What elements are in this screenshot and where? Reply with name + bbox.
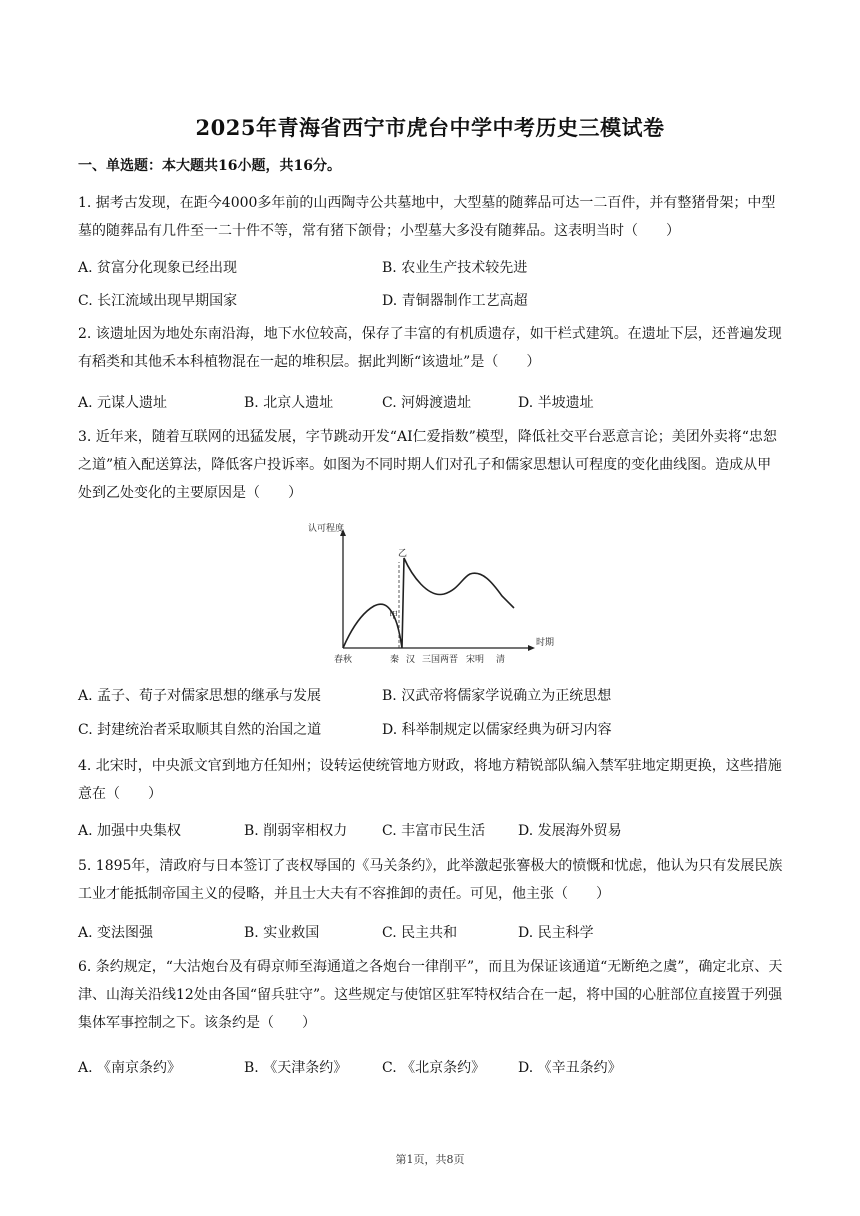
question-4-options bbox=[78, 817, 784, 845]
option-4b: B. 削弱宰相权力 bbox=[244, 823, 348, 839]
x-axis-label: 时期 bbox=[536, 638, 555, 648]
question-5-stem: 5. 1895年，清政府与日本签订了丧权辱国的《马关条约》，此举激起张謇极大的愤慨和忧虑，他认为只有发展民族工业才能抵制帝国主义的侵略，并且士大夫有不容推卸的责任。可见，他主张（ ） bbox=[78, 858, 783, 902]
option-3d: D. 科举制规定以儒家经典为研习内容 bbox=[382, 722, 612, 738]
question-1-options-row2 bbox=[78, 287, 784, 315]
page-footer: 第1页，共8页 bbox=[395, 1153, 465, 1166]
option-2d: D. 半坡遗址 bbox=[518, 395, 594, 411]
option-1d: D. 青铜器制作工艺高超 bbox=[382, 293, 528, 309]
tick-label-han: 汉 bbox=[406, 655, 416, 665]
option-4a: A. 加强中央集权 bbox=[78, 823, 182, 839]
question-5-options bbox=[78, 919, 784, 947]
approval-curve-figure bbox=[298, 520, 568, 672]
option-1b: B. 农业生产技术较先进 bbox=[382, 260, 528, 276]
option-4d: D. 发展海外贸易 bbox=[518, 823, 622, 839]
option-4c: C. 丰富市民生活 bbox=[382, 823, 486, 839]
tick-label-qing: 清 bbox=[496, 655, 506, 665]
option-2a: A. 元谋人遗址 bbox=[78, 395, 168, 411]
option-3b: B. 汉武帝将儒家学说确立为正统思想 bbox=[382, 688, 612, 704]
mark-jia: 甲 bbox=[389, 611, 399, 621]
question-6-options bbox=[78, 1054, 784, 1082]
option-6d: D. 《辛丑条约》 bbox=[518, 1060, 622, 1076]
tick-label-chunqiu: 春秋 bbox=[334, 655, 353, 665]
question-1-stem: 1. 据考古发现，在距今4000多年前的山西陶寺公共墓地中，大型墓的随葬品可达一二百件，并有整猪骨架；中型墓的随葬品有几件至一二十件不等，常有猪下颌骨；小型墓大多没有随葬品。这表明当时（ ） bbox=[78, 195, 776, 239]
y-axis-label: 认可程度 bbox=[308, 524, 345, 534]
option-1c: C. 长江流域出现早期国家 bbox=[78, 293, 238, 309]
x-axis-arrow-icon bbox=[528, 645, 535, 651]
question-2-stem: 2. 该遗址因为地处东南沿海，地下水位较高，保存了丰富的有机质遗存，如干栏式建筑。在遗址下层，还普遍发现有稻类和其他禾本科植物混在一起的堆积层。据此判断“该遗址”是（ ） bbox=[78, 326, 782, 370]
option-2b: B. 北京人遗址 bbox=[244, 395, 334, 411]
tick-label-sanguo: 三国两晋 bbox=[422, 655, 459, 665]
question-3-stem: 3. 近年来，随着互联网的迅猛发展，字节跳动开发“AI仁爱指数”模型，降低社交平台恶意言论；美团外卖将“忠恕之道”植入配送算法，降低客户投诉率。如图为不同时期人们对孔子和儒家思想认可程度的变化曲线图。造成从甲处到乙处变化的主要原因是（ ） bbox=[78, 429, 777, 501]
question-3-options bbox=[78, 682, 784, 710]
option-5b: B. 实业救国 bbox=[244, 925, 320, 941]
option-2c: C. 河姆渡遗址 bbox=[382, 395, 472, 411]
option-5d: D. 民主科学 bbox=[518, 925, 594, 941]
question-3-options-row2 bbox=[78, 716, 784, 744]
option-3c: C. 封建统治者采取顺其自然的治国之道 bbox=[78, 722, 322, 738]
section-heading: 一、单选题：本大题共16小题，共16分。 bbox=[78, 158, 341, 174]
approval-curve-line bbox=[343, 558, 514, 648]
page-title: 2025年青海省西宁市虎台中学中考历史三模试卷 bbox=[195, 115, 665, 140]
question-4-stem: 4. 北宋时，中央派文官到地方任知州；设转运使统管地方财政，将地方精锐部队编入禁军驻地定期更换，这些措施意在（ ） bbox=[78, 758, 782, 802]
option-6c: C. 《北京条约》 bbox=[382, 1060, 486, 1076]
tick-label-songming: 宋明 bbox=[466, 655, 485, 665]
option-6b: B. 《天津条约》 bbox=[244, 1060, 348, 1076]
question-6-stem: 6. 条约规定，“大沽炮台及有碍京师至海通道之各炮台一律削平”，而且为保证该通道“无断绝之虞”，确定北京、天津、山海关沿线12处由各国“留兵驻守”。这些规定与使馆区驻军特权结合在一起，将中国的心脏部位直接置于列强集体军事控制之下。该条约是（ ） bbox=[78, 959, 783, 1031]
question-2-options bbox=[78, 389, 784, 417]
option-3a: A. 孟子、荀子对儒家思想的继承与发展 bbox=[78, 688, 322, 704]
option-6a: A. 《南京条约》 bbox=[78, 1060, 182, 1076]
option-1a: A. 贫富分化现象已经出现 bbox=[78, 260, 238, 276]
question-1-options bbox=[78, 254, 784, 282]
tick-label-qin: 秦 bbox=[390, 655, 400, 665]
option-5a: A. 变法图强 bbox=[78, 925, 154, 941]
option-5c: C. 民主共和 bbox=[382, 925, 458, 941]
mark-yi: 乙 bbox=[398, 549, 408, 559]
